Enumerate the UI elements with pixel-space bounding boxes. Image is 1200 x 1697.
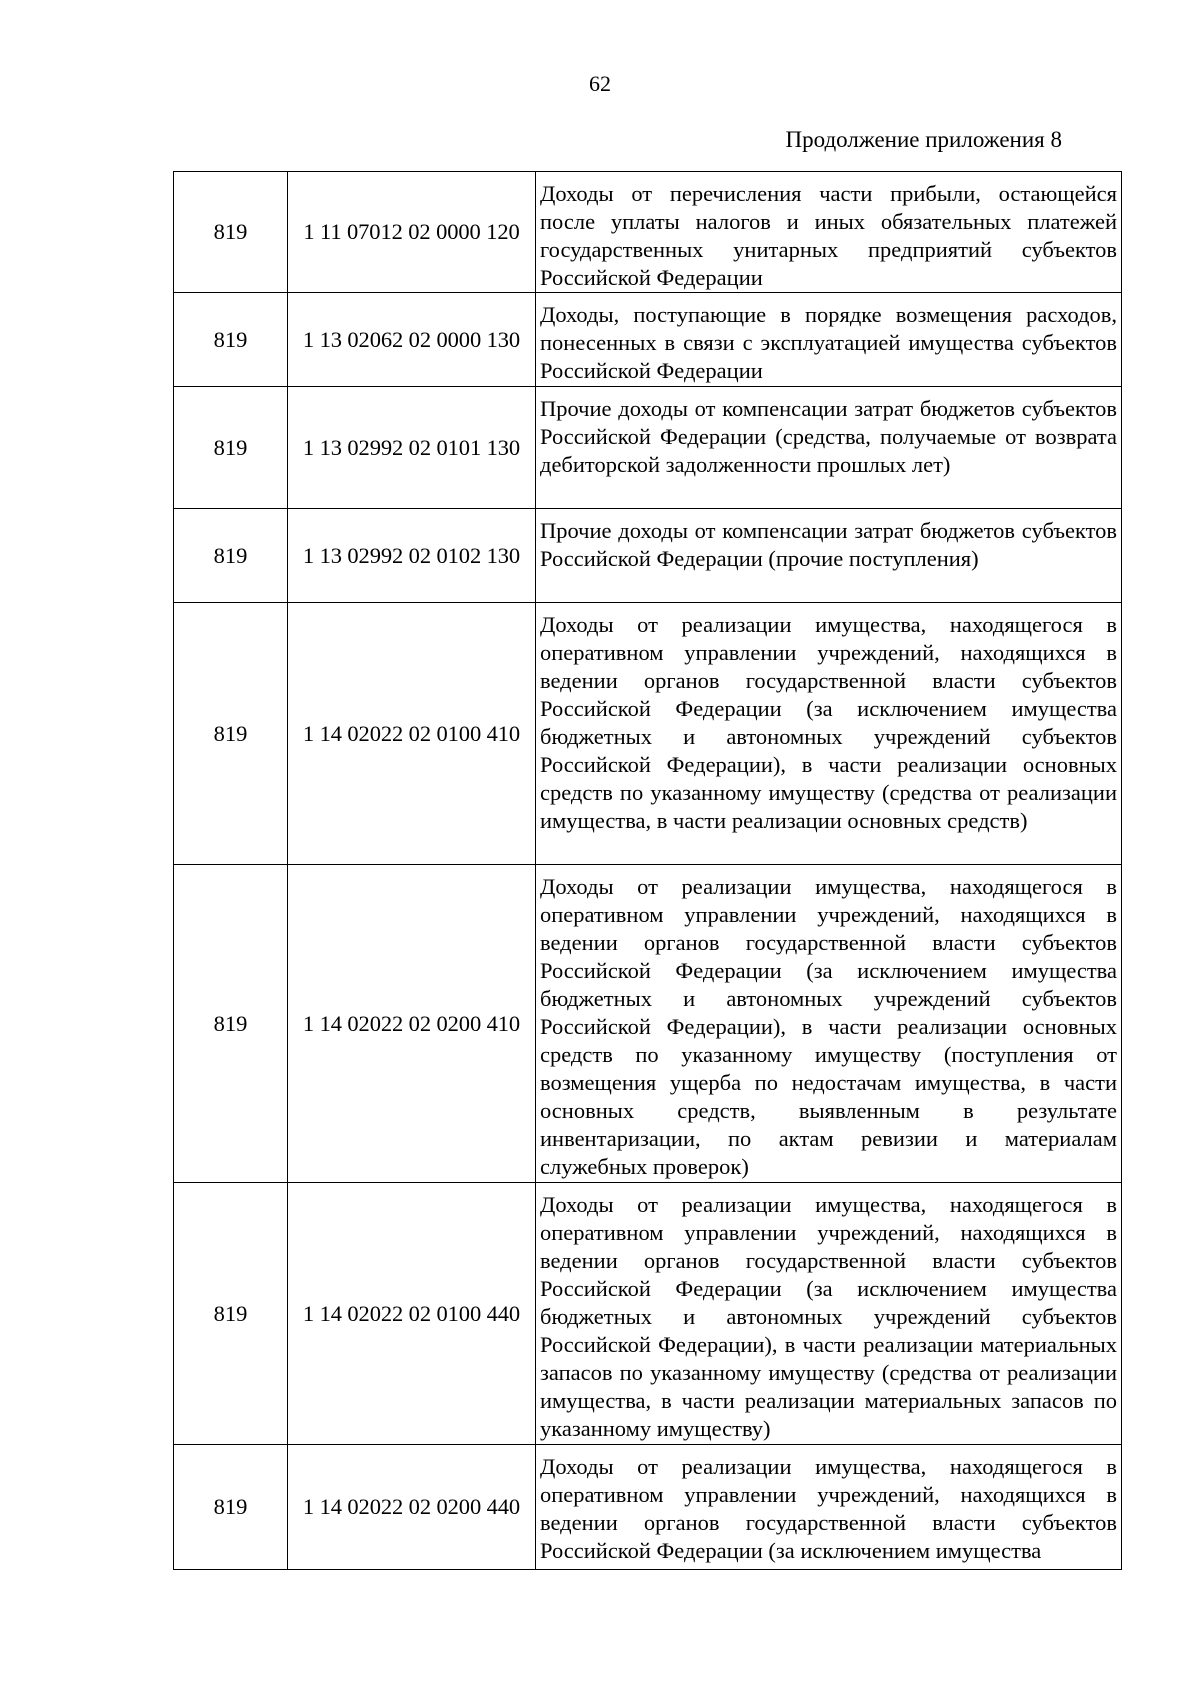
budget-code-cell: 1 13 02992 02 0102 130	[288, 509, 536, 603]
table-row	[174, 1183, 1122, 1445]
table-row	[174, 865, 1122, 1183]
admin-code-cell: 819	[174, 1445, 288, 1570]
budget-code-cell: 1 11 07012 02 0000 120	[288, 172, 536, 293]
revenue-name-cell: Доходы от реализации имущества, находящегося в оперативном управлении учреждений, находящихся в ведении органов государственной власти субъектов Российской Федерации (за исключением имущества	[536, 1445, 1122, 1570]
table-row	[174, 172, 1122, 293]
revenue-codes-table	[173, 171, 1122, 1570]
admin-code-cell: 819	[174, 172, 288, 293]
revenue-name-cell: Доходы от реализации имущества, находящегося в оперативном управлении учреждений, находящихся в ведении органов государственной власти субъектов Российской Федерации (за исключением имущества бюджетных и автономных учреждений субъектов Российской Федерации), в части реализации основных средств по указанному имуществу (поступления от возмещения ущерба по недостачам имущества, в части основных средств, выявленным в результате инвентаризации, по актам ревизии и материалам служебных проверок)	[536, 865, 1122, 1183]
budget-code-cell: 1 14 02022 02 0100 410	[288, 603, 536, 865]
budget-code-cell: 1 13 02062 02 0000 130	[288, 293, 536, 387]
revenue-name-cell: Доходы, поступающие в порядке возмещения расходов, понесенных в связи с эксплуатацией имущества субъектов Российской Федерации	[536, 293, 1122, 387]
page-number: 62	[589, 71, 611, 96]
table-row	[174, 1445, 1122, 1570]
appendix-caption: Продолжение приложения 8	[785, 127, 1062, 152]
admin-code-cell: 819	[174, 603, 288, 865]
budget-code-cell: 1 14 02022 02 0200 440	[288, 1445, 536, 1570]
budget-code-cell: 1 14 02022 02 0200 410	[288, 865, 536, 1183]
budget-code-cell: 1 14 02022 02 0100 440	[288, 1183, 536, 1445]
admin-code-cell: 819	[174, 293, 288, 387]
admin-code-cell: 819	[174, 865, 288, 1183]
admin-code-cell: 819	[174, 387, 288, 509]
budget-code-cell: 1 13 02992 02 0101 130	[288, 387, 536, 509]
table-row	[174, 603, 1122, 865]
revenue-name-cell: Прочие доходы от компенсации затрат бюджетов субъектов Российской Федерации (прочие поступления)	[536, 509, 1122, 603]
revenue-name-cell: Доходы от реализации имущества, находящегося в оперативном управлении учреждений, находящихся в ведении органов государственной власти субъектов Российской Федерации (за исключением имущества бюджетных и автономных учреждений субъектов Российской Федерации), в части реализации материальных запасов по указанному имуществу (средства от реализации имущества, в части реализации материальных запасов по указанному имуществу)	[536, 1183, 1122, 1445]
revenue-name-cell: Доходы от перечисления части прибыли, остающейся после уплаты налогов и иных обязательных платежей государственных унитарных предприятий субъектов Российской Федерации	[536, 172, 1122, 293]
revenue-name-cell: Доходы от реализации имущества, находящегося в оперативном управлении учреждений, находящихся в ведении органов государственной власти субъектов Российской Федерации (за исключением имущества бюджетных и автономных учреждений субъектов Российской Федерации), в части реализации основных средств по указанному имуществу (средства от реализации имущества, в части реализации основных средств)	[536, 603, 1122, 865]
admin-code-cell: 819	[174, 509, 288, 603]
table-row	[174, 509, 1122, 603]
admin-code-cell: 819	[174, 1183, 288, 1445]
table-row	[174, 293, 1122, 387]
revenue-name-cell: Прочие доходы от компенсации затрат бюджетов субъектов Российской Федерации (средства, получаемые от возврата дебиторской задолженности прошлых лет)	[536, 387, 1122, 509]
table-row	[174, 387, 1122, 509]
